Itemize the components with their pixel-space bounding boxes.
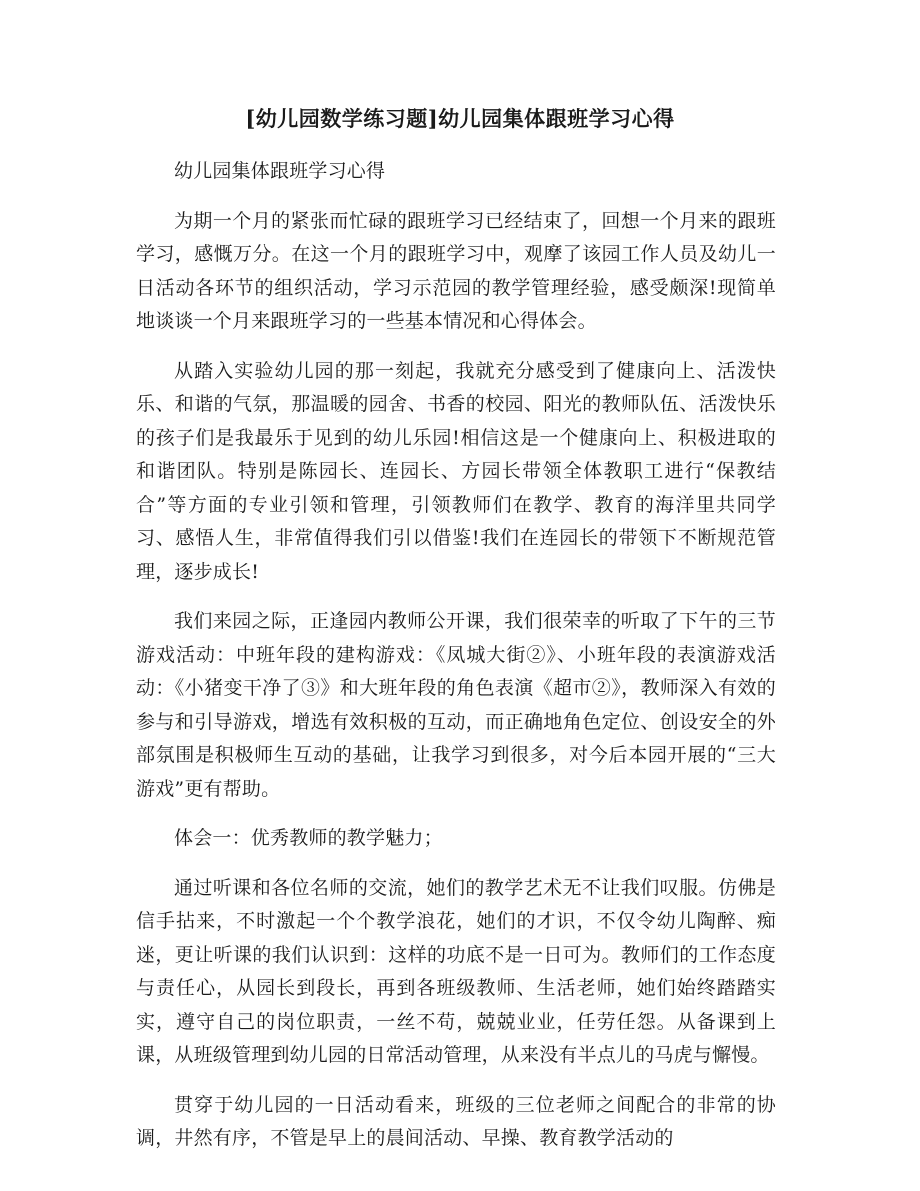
document-body [136, 155, 776, 1172]
paragraph-impression: 从踏入实验幼儿园的那一刻起，我就充分感受到了健康向上、活泼快乐、和谐的气氛，那温暖的园舍、书香的校园、阳光的教师队伍、活泼快乐的孩子们是我最乐于见到的幼儿乐园!相信这是一个健康向上、积极进取的和谐团队。特别是陈园长、连园长、方园长带领全体教职工进行“保教结合”等方面的专业引领和管理，引领教师们在教学、教育的海洋里共同学习、感悟人生，非常值得我们引以借鉴!我们在连园长的带领下不断规范管理，逐步成长! [136, 359, 776, 583]
paragraph-heading-one: 体会一：优秀教师的教学魅力； [174, 827, 443, 849]
paragraph-subtitle: 幼儿园集体跟班学习心得 [174, 160, 386, 182]
paragraph-daily-activity: 贯穿于幼儿园的一日活动看来，班级的三位老师之间配合的非常的协调，井然有序，不管是早上的晨间活动、早操、教育教学活动的 [136, 1093, 776, 1149]
document-title: [幼儿园数学练习题]幼儿园集体跟班学习心得 [245, 106, 675, 131]
paragraph-intro: 为期一个月的紧张而忙碌的跟班学习已经结束了，回想一个月来的跟班学习，感慨万分。在这一个月的跟班学习中，观摩了该园工作人员及幼儿一日活动各环节的组织活动，学习示范园的教学管理经验，感受颇深!现简单地谈谈一个月来跟班学习的一些基本情况和心得体会。 [136, 209, 776, 332]
paragraph-teacher-charm: 通过听课和各位名师的交流，她们的教学艺术无不让我们叹服。仿佛是信手拈来，不时激起一个个教学浪花，她们的才识，不仅令幼儿陶醉、痴迷，更让听课的我们认识到：这样的功底不是一日可为。教师们的工作态度与责任心，从园长到段长，再到各班级教师、生活老师，她们始终踏踏实实，遵守自己的岗位职责，一丝不苟，兢兢业业，任劳任怨。从备课到上课，从班级管理到幼儿园的日常活动管理，从来没有半点儿的马虎与懈慢。 [136, 876, 776, 1066]
paragraph-open-class: 我们来园之际，正逢园内教师公开课，我们很荣幸的听取了下午的三节游戏活动：中班年段的建构游戏：《凤城大街②》、小班年段的表演游戏活动：《小猪变干净了③》和大班年段的角色表演《超市②》，教师深入有效的参与和引导游戏，增选有效积极的互动，而正确地角色定位、创设安全的外部氛围是积极师生互动的基础，让我学习到很多，对今后本园开展的“三大游戏”更有帮助。 [136, 610, 776, 800]
